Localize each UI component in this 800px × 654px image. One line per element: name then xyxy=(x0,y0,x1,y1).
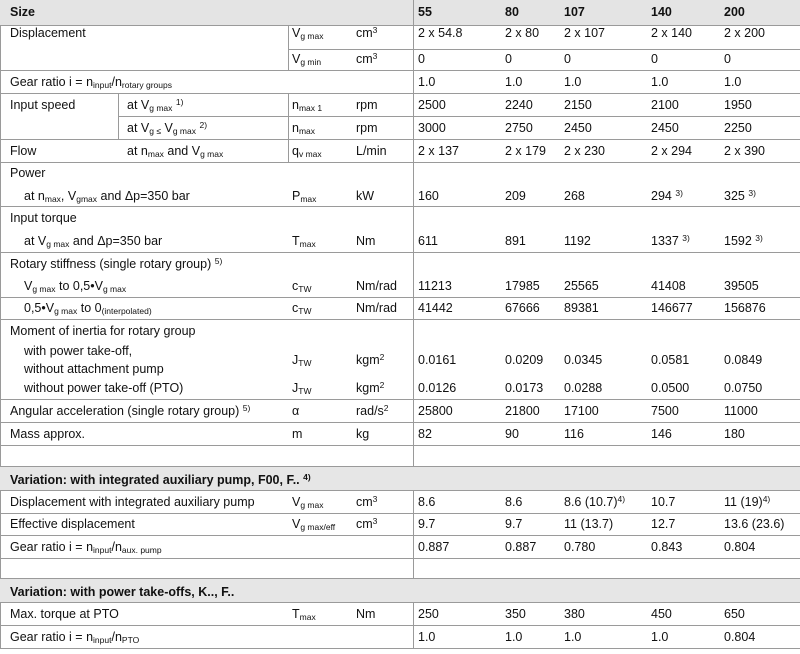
input-torque-value-200: 1592 $^{3)}$ xyxy=(724,233,763,248)
mass-value-200: 180 xyxy=(724,427,745,441)
power-value-107: 268 xyxy=(564,189,585,203)
rotary-stiffness-label: $V_{g max}$ to $0,5•V_{g max}$ xyxy=(24,279,127,294)
column-divider xyxy=(288,139,289,162)
header-size-55: 55 xyxy=(418,5,432,19)
gear-ratio-aux-value-107: 0.780 xyxy=(564,540,596,554)
input-speed-value-80: 2240 xyxy=(505,98,533,112)
header-size-200: 200 xyxy=(724,5,745,19)
mass-label: Mass approx. xyxy=(10,427,86,441)
power-value-55: 160 xyxy=(418,189,439,203)
header-size-140: 140 xyxy=(651,5,672,19)
gear-ratio-value-107: 1.0 xyxy=(564,75,582,89)
max-torque-pto-value-80: 350 xyxy=(505,607,526,621)
variation-aux-pump-label: Variation: with integrated auxiliary pump, F00, F.. $^{4)}$ xyxy=(10,472,311,487)
input-speed-label: Input speed xyxy=(10,98,76,112)
aux-displacement-value-140: 10.7 xyxy=(651,495,676,509)
moment-of-inertia-value-55: 0.0161 xyxy=(418,353,457,367)
moment-of-inertia-symbol: $J_{TW}$ xyxy=(292,381,312,396)
input-torque-value-107: 1192 xyxy=(564,234,591,248)
column-divider xyxy=(118,93,119,139)
displacement-unit: $cm^3$ xyxy=(356,25,378,40)
angular-acceleration-value-140: 7500 xyxy=(651,404,679,418)
gear-ratio-aux-value-55: 0.887 xyxy=(418,540,450,554)
input-speed-symbol: $n_{max}$ xyxy=(292,121,316,136)
aux-displacement-value-80: 8.6 xyxy=(505,495,523,509)
effective-displacement-value-140: 12.7 xyxy=(651,517,676,531)
rotary-stiffness-unit: Nm/rad xyxy=(356,279,397,293)
gear-ratio-value-80: 1.0 xyxy=(505,75,523,89)
aux-displacement-value-107: 8.6 $(10.7)^{4)}$ xyxy=(564,494,626,509)
input-torque-label: Input torque xyxy=(10,211,77,225)
header-size-107: 107 xyxy=(564,5,585,19)
displacement-unit: $cm^3$ xyxy=(356,51,378,66)
row-divider xyxy=(288,49,800,50)
mass-value-55: 82 xyxy=(418,427,432,441)
effective-displacement-label: Effective displacement xyxy=(10,517,135,531)
angular-acceleration-label: Angular acceleration (single rotary group) $^{5)}$ xyxy=(10,403,251,418)
displacement-value-200: 2 x 200 xyxy=(724,26,766,40)
moment-of-inertia-value-107: 0.0345 xyxy=(564,353,603,367)
column-divider xyxy=(0,25,1,466)
row-divider xyxy=(0,466,800,467)
moment-of-inertia-value-55: 0.0126 xyxy=(418,381,457,395)
input-speed-condition: at $V_{g \le}$ $V_{g max}$ $^{2)}$ xyxy=(127,120,208,136)
rotary-stiffness-value-80: 67666 xyxy=(505,301,540,315)
moment-of-inertia-label: with power take-off, xyxy=(24,344,133,358)
row-divider xyxy=(0,162,800,163)
aux-displacement-value-55: 8.6 xyxy=(418,495,436,509)
power-label: at $n_{max}$, $V_{gmax}$ and Δp=350 bar xyxy=(24,189,190,204)
power-symbol: $P_{max}$ xyxy=(292,189,317,204)
column-divider xyxy=(288,93,289,139)
moment-of-inertia-value-80: 0.0209 xyxy=(505,353,544,367)
row-divider xyxy=(0,297,800,298)
moment-of-inertia-value-107: 0.0288 xyxy=(564,381,603,395)
moment-of-inertia-label: without power take-off (PTO) xyxy=(24,381,184,395)
moment-of-inertia-value-200: 0.0849 xyxy=(724,353,763,367)
input-torque-label: at $V_{g max}$ and Δp=350 bar xyxy=(24,234,163,249)
rotary-stiffness-value-140: 146677 xyxy=(651,301,693,315)
effective-displacement-value-55: 9.7 xyxy=(418,517,436,531)
power-label: Power xyxy=(10,166,46,180)
mass-unit: kg xyxy=(356,427,370,441)
flow-value-55: 2 x 137 xyxy=(418,144,460,158)
aux-displacement-symbol: $V_{g max}$ xyxy=(292,495,324,510)
row-divider xyxy=(0,513,800,514)
rotary-stiffness-value-55: 41442 xyxy=(418,301,453,315)
displacement-value-107: 2 x 107 xyxy=(564,26,606,40)
input-torque-value-80: 891 xyxy=(505,234,526,248)
row-divider xyxy=(0,445,800,446)
effective-displacement-value-107: 11 (13.7) xyxy=(564,517,614,531)
displacement-value-107: 0 xyxy=(564,52,571,66)
angular-acceleration-value-55: 25800 xyxy=(418,404,453,418)
displacement-value-140: 2 x 140 xyxy=(651,26,693,40)
row-divider xyxy=(0,70,800,71)
moment-of-inertia-value-140: 0.0581 xyxy=(651,353,690,367)
max-torque-pto-value-107: 380 xyxy=(564,607,585,621)
angular-acceleration-value-80: 21800 xyxy=(505,404,540,418)
row-divider xyxy=(0,602,800,603)
flow-value-140: 2 x 294 xyxy=(651,144,693,158)
row-divider xyxy=(0,206,800,207)
moment-of-inertia-value-80: 0.0173 xyxy=(505,381,544,395)
displacement-value-200: 0 xyxy=(724,52,731,66)
row-divider xyxy=(0,252,800,253)
row-divider xyxy=(0,625,800,626)
moment-of-inertia-unit: kgm$^2$ xyxy=(356,352,385,367)
angular-acceleration-unit: rad/$s^2$ xyxy=(356,403,389,418)
input-speed-value-55: 3000 xyxy=(418,121,446,135)
input-torque-value-140: 1337 $^{3)}$ xyxy=(651,233,690,248)
input-speed-unit: rpm xyxy=(356,121,378,135)
rotary-stiffness-unit: Nm/rad xyxy=(356,301,397,315)
angular-acceleration-symbol: α xyxy=(292,404,300,418)
input-speed-value-80: 2750 xyxy=(505,121,533,135)
gear-ratio-pto-value-200: 0.804 xyxy=(724,630,756,644)
gear-ratio-value-200: 1.0 xyxy=(724,75,742,89)
rotary-stiffness-value-107: 89381 xyxy=(564,301,599,315)
input-speed-value-200: 1950 xyxy=(724,98,752,112)
rotary-stiffness-symbol: $c_{TW}$ xyxy=(292,279,312,294)
rotary-stiffness-value-200: 156876 xyxy=(724,301,766,315)
gear-ratio-aux-value-200: 0.804 xyxy=(724,540,756,554)
gear-ratio-pto-value-140: 1.0 xyxy=(651,630,669,644)
moment-of-inertia-label: without attachment pump xyxy=(24,362,164,376)
mass-value-80: 90 xyxy=(505,427,519,441)
gear-ratio-pto-value-55: 1.0 xyxy=(418,630,436,644)
effective-displacement-unit: $cm^3$ xyxy=(356,516,378,531)
column-divider xyxy=(0,602,1,648)
row-divider xyxy=(0,139,800,140)
flow-symbol: $q_{v max}$ xyxy=(292,144,322,159)
column-divider xyxy=(413,602,414,648)
input-speed-condition: at $V_{g max}$ $^{1)}$ xyxy=(127,97,184,113)
input-speed-value-107: 2450 xyxy=(564,121,592,135)
input-torque-value-55: 611 xyxy=(418,234,438,248)
max-torque-pto-value-200: 650 xyxy=(724,607,745,621)
displacement-value-55: 2 x 54.8 xyxy=(418,26,463,40)
displacement-symbol: $V_{g max}$ xyxy=(292,26,324,41)
max-torque-pto-symbol: $T_{max}$ xyxy=(292,607,316,622)
gear-ratio-pto-label: Gear ratio $i = n_{input}/n_{PTO}$ xyxy=(10,630,140,645)
rotary-stiffness-value-107: 25565 xyxy=(564,279,599,293)
displacement-label: Displacement xyxy=(10,26,86,40)
effective-displacement-value-200: 13.6 (23.6) xyxy=(724,517,785,531)
row-divider xyxy=(118,116,800,117)
column-divider xyxy=(413,0,414,466)
moment-of-inertia-unit: kgm$^2$ xyxy=(356,380,385,395)
input-speed-value-140: 2450 xyxy=(651,121,679,135)
row-divider xyxy=(0,490,800,491)
header-size-label: Size xyxy=(10,5,36,19)
flow-unit: L/min xyxy=(356,144,387,158)
input-speed-value-200: 2250 xyxy=(724,121,752,135)
input-speed-value-107: 2150 xyxy=(564,98,592,112)
rotary-stiffness-value-80: 17985 xyxy=(505,279,540,293)
header-size-80: 80 xyxy=(505,5,519,19)
aux-displacement-unit: $cm^3$ xyxy=(356,494,378,509)
moment-of-inertia-symbol: $J_{TW}$ xyxy=(292,353,312,368)
max-torque-pto-unit: Nm xyxy=(356,607,376,621)
input-speed-symbol: $n_{max 1}$ xyxy=(292,98,323,113)
row-divider xyxy=(0,319,800,320)
input-torque-symbol: $T_{max}$ xyxy=(292,234,316,249)
rotary-stiffness-value-200: 39505 xyxy=(724,279,759,293)
rotary-stiffness-label: $0,5•V_{g max}$ to $0_{(interpolated)}$ xyxy=(24,301,152,316)
moment-of-inertia-label: Moment of inertia for rotary group xyxy=(10,324,196,338)
displacement-value-140: 0 xyxy=(651,52,658,66)
mass-symbol: m xyxy=(292,427,303,441)
effective-displacement-value-80: 9.7 xyxy=(505,517,523,531)
gear-ratio-pto-value-80: 1.0 xyxy=(505,630,523,644)
displacement-symbol: $V_{g min}$ xyxy=(292,52,322,67)
aux-displacement-value-200: 11 $(19)^{4)}$ xyxy=(724,494,771,509)
rotary-stiffness-value-55: 11213 xyxy=(418,279,452,293)
flow-value-200: 2 x 390 xyxy=(724,144,766,158)
displacement-value-80: 0 xyxy=(505,52,512,66)
input-torque-unit: Nm xyxy=(356,234,376,248)
power-value-200: 325 $^{3)}$ xyxy=(724,188,756,203)
flow-condition: at $n_{max}$ and $V_{g max}$ xyxy=(127,144,224,159)
row-divider xyxy=(0,558,800,559)
input-speed-unit: rpm xyxy=(356,98,378,112)
max-torque-pto-value-55: 250 xyxy=(418,607,439,621)
rotary-stiffness-symbol: $c_{TW}$ xyxy=(292,301,312,316)
gear-ratio-aux-value-80: 0.887 xyxy=(505,540,537,554)
rotary-stiffness-label: Rotary stiffness (single rotary group) $^{5)}$ xyxy=(10,256,223,271)
moment-of-inertia-value-200: 0.0750 xyxy=(724,381,763,395)
gear-ratio-label: Gear ratio $i = n_{input}/n_{rotary groups}$ xyxy=(10,75,172,90)
angular-acceleration-value-107: 17100 xyxy=(564,404,599,418)
max-torque-pto-value-140: 450 xyxy=(651,607,672,621)
flow-label: Flow xyxy=(10,144,37,158)
variation-pto-label: Variation: with power take-offs, K.., F.. xyxy=(10,585,235,599)
gear-ratio-value-140: 1.0 xyxy=(651,75,669,89)
header-band xyxy=(0,0,800,25)
displacement-value-55: 0 xyxy=(418,52,425,66)
angular-acceleration-value-200: 11000 xyxy=(724,404,758,418)
column-divider xyxy=(288,25,289,70)
power-value-80: 209 xyxy=(505,189,526,203)
column-divider xyxy=(413,490,414,578)
row-divider xyxy=(0,535,800,536)
row-divider xyxy=(0,578,800,579)
mass-value-140: 146 xyxy=(651,427,672,441)
displacement-value-80: 2 x 80 xyxy=(505,26,540,40)
gear-ratio-pto-value-107: 1.0 xyxy=(564,630,582,644)
flow-value-107: 2 x 230 xyxy=(564,144,606,158)
column-divider xyxy=(0,490,1,578)
gear-ratio-aux-value-140: 0.843 xyxy=(651,540,683,554)
input-speed-value-140: 2100 xyxy=(651,98,679,112)
row-divider xyxy=(0,93,800,94)
gear-ratio-aux-label: Gear ratio $i = n_{input}/n_{aux. pump}$ xyxy=(10,540,162,555)
power-unit: kW xyxy=(356,189,375,203)
row-divider xyxy=(0,648,800,649)
effective-displacement-symbol: $V_{g max/eff}$ xyxy=(292,517,336,532)
input-speed-value-55: 2500 xyxy=(418,98,446,112)
moment-of-inertia-value-140: 0.0500 xyxy=(651,381,690,395)
mass-value-107: 116 xyxy=(564,427,584,441)
power-value-140: 294 $^{3)}$ xyxy=(651,188,683,203)
row-divider xyxy=(0,422,800,423)
max-torque-pto-label: Max. torque at PTO xyxy=(10,607,119,621)
rotary-stiffness-value-140: 41408 xyxy=(651,279,686,293)
row-divider xyxy=(0,399,800,400)
aux-displacement-label: Displacement with integrated auxiliary pump xyxy=(10,495,255,509)
gear-ratio-value-55: 1.0 xyxy=(418,75,436,89)
flow-value-80: 2 x 179 xyxy=(505,144,547,158)
